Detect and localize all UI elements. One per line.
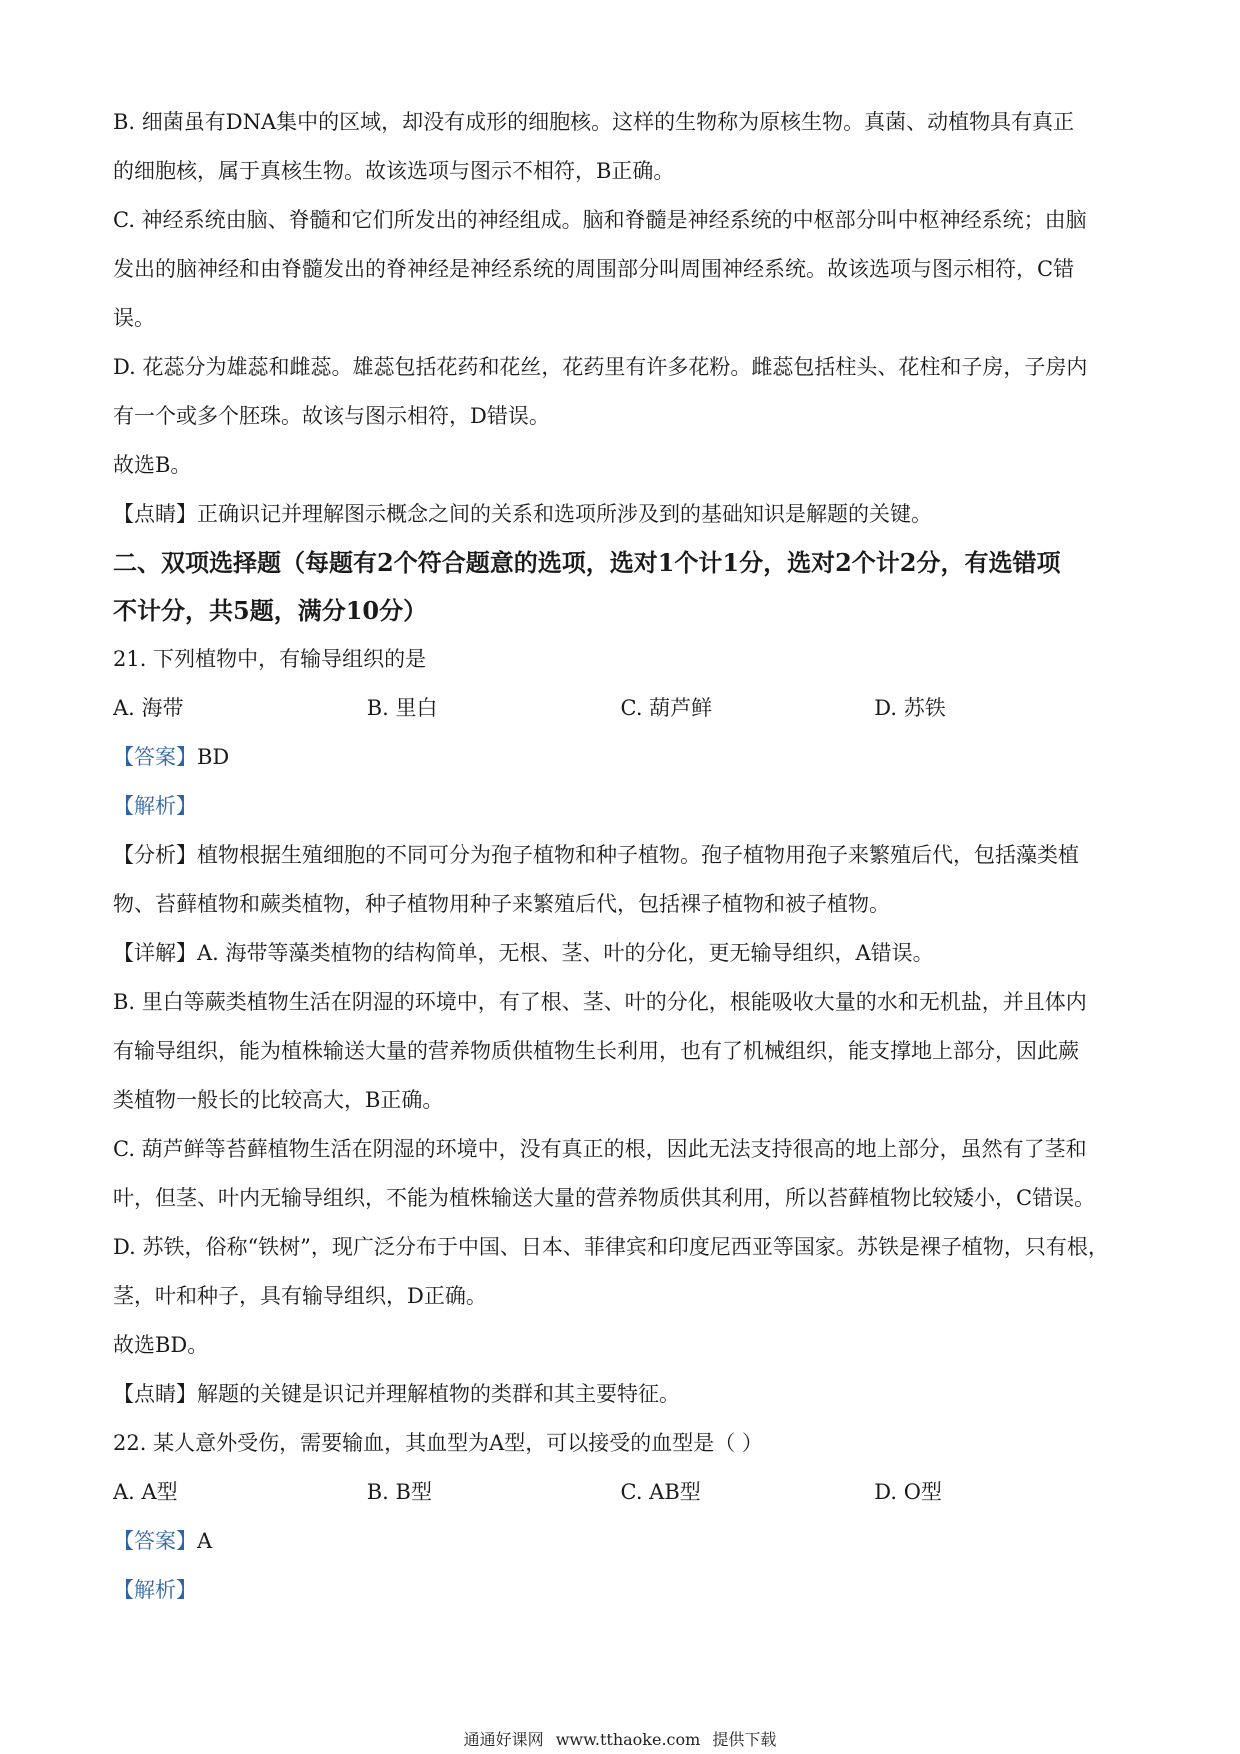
q21-fenxi [113, 831, 1128, 880]
q20-option-c-line: 发出的脑神经和由脊髓发出的脊神经是神经系统的周围部分叫周围神经系统。故该选项与图示相符，C错 [113, 257, 1075, 281]
q22-answer [113, 1517, 1128, 1566]
q22-option-d: D. O型 [874, 1480, 942, 1504]
tip-text: 解题的关键是识记并理解植物的类群和其主要特征。 [197, 1382, 680, 1406]
q21-option-d: D. 苏铁 [874, 696, 946, 720]
q22-option-c: C. AB型 [620, 1480, 701, 1504]
q21-option-c-line: C. 葫芦鲜等苔藓植物生活在阴湿的环境中，没有真正的根，因此无法支持很高的地上部分，虽然有了茎和 [113, 1137, 1087, 1161]
q20-option-b-line: 的细胞核，属于真核生物。故该选项与图示不相符，B正确。 [113, 159, 675, 183]
footer-url[interactable]: www.tthaoke.com [555, 1730, 701, 1749]
q20-tip [113, 490, 1128, 539]
q20-option-b-line: B. 细菌虽有DNA集中的区域，却没有成形的细胞核。这样的生物称为原核生物。真菌、动植物具有真正 [113, 110, 1075, 134]
page-content [113, 98, 1128, 1615]
section-heading: 不计分，共5题，满分10分） [113, 596, 428, 625]
q21-stem: 21. 下列植物中，有输导组织的是 [113, 647, 427, 671]
q21-option-c: C. 葫芦鲜 [620, 696, 713, 720]
q21-analysis-tag: 【解析】 [113, 794, 197, 818]
section-heading: 二、双项选择题（每题有2个符合题意的选项，选对1个计1分，选对2个计2分，有选错项 [113, 548, 1061, 577]
q22-option-b: B. B型 [366, 1480, 432, 1504]
q21-option-b: B. 里白 [366, 696, 438, 720]
q20-choose: 故选B。 [113, 453, 192, 477]
q21-option-d-line: D. 苏铁，俗称“铁树”，现广泛分布于中国、日本、菲律宾和印度尼西亚等国家。苏铁是裸子植物，只有根， [113, 1235, 1109, 1259]
q20-option-d-line: D. 花蕊分为雄蕊和雌蕊。雄蕊包括花药和花丝，花药里有许多花粉。雌蕊包括柱头、花柱和子房，子房内 [113, 355, 1088, 379]
q20-option-c-line: 误。 [113, 306, 155, 330]
footer-site-name: 通通好课网 [463, 1730, 544, 1749]
xiangjie-tag: 【详解】 [113, 941, 197, 965]
q22-options [113, 1468, 1128, 1517]
page-footer [0, 1728, 1240, 1752]
q21-option-d-line: 茎，叶和种子，具有输导组织，D正确。 [113, 1284, 487, 1308]
q21-options [113, 684, 1128, 733]
q21-option-b-line: B. 里白等蕨类植物生活在阴湿的环境中，有了根、茎、叶的分化，根能吸收大量的水和无机盐，并且体内 [113, 990, 1087, 1014]
q21-xiangjie [113, 929, 1128, 978]
q21-option-a: A. 海带 [113, 696, 184, 720]
answer-tag: 【答案】 [113, 1529, 197, 1553]
tip-text: 正确识记并理解图示概念之间的关系和选项所涉及到的基础知识是解题的关键。 [197, 502, 932, 526]
fenxi-tag: 【分析】 [113, 843, 197, 867]
q21-fenxi-line: 物、苔藓植物和蕨类植物，种子植物用种子来繁殖后代，包括裸子植物和被子植物。 [113, 892, 890, 916]
answer-value: A [197, 1529, 213, 1553]
answer-tag: 【答案】 [113, 745, 197, 769]
xiangjie-a: A. 海带等藻类植物的结构简单，无根、茎、叶的分化，更无输导组织，A错误。 [197, 941, 934, 965]
tip-tag: 【点睛】 [113, 1382, 197, 1406]
q21-answer [113, 733, 1128, 782]
answer-value: BD [197, 745, 230, 769]
q22-analysis-tag: 【解析】 [113, 1578, 197, 1602]
q21-tip [113, 1370, 1128, 1419]
fenxi-text: 植物根据生殖细胞的不同可分为孢子植物和种子植物。孢子植物用孢子来繁殖后代，包括藻类植 [197, 843, 1079, 867]
footer-suffix: 提供下载 [712, 1730, 777, 1749]
q21-option-c-line: 叶，但茎、叶内无输导组织，不能为植株输送大量的营养物质供其利用，所以苔藓植物比较矮小，C错误。 [113, 1186, 1096, 1210]
q21-option-b-line: 有输导组织，能为植株输送大量的营养物质供植物生长利用，也有了机械组织，能支撑地上部分，因此蕨 [113, 1039, 1079, 1063]
tip-tag: 【点睛】 [113, 502, 197, 526]
q22-stem: 22. 某人意外受伤，需要输血，其血型为A型，可以接受的血型是（ ） [113, 1431, 763, 1455]
q20-option-c-line: C. 神经系统由脑、脊髓和它们所发出的神经组成。脑和脊髓是神经系统的中枢部分叫中枢神经系统；由脑 [113, 208, 1087, 232]
q20-option-d-line: 有一个或多个胚珠。故该与图示相符，D错误。 [113, 404, 550, 428]
q22-option-a: A. A型 [113, 1480, 178, 1504]
q21-option-b-line: 类植物一般长的比较高大，B正确。 [113, 1088, 444, 1112]
q21-choose: 故选BD。 [113, 1333, 209, 1357]
